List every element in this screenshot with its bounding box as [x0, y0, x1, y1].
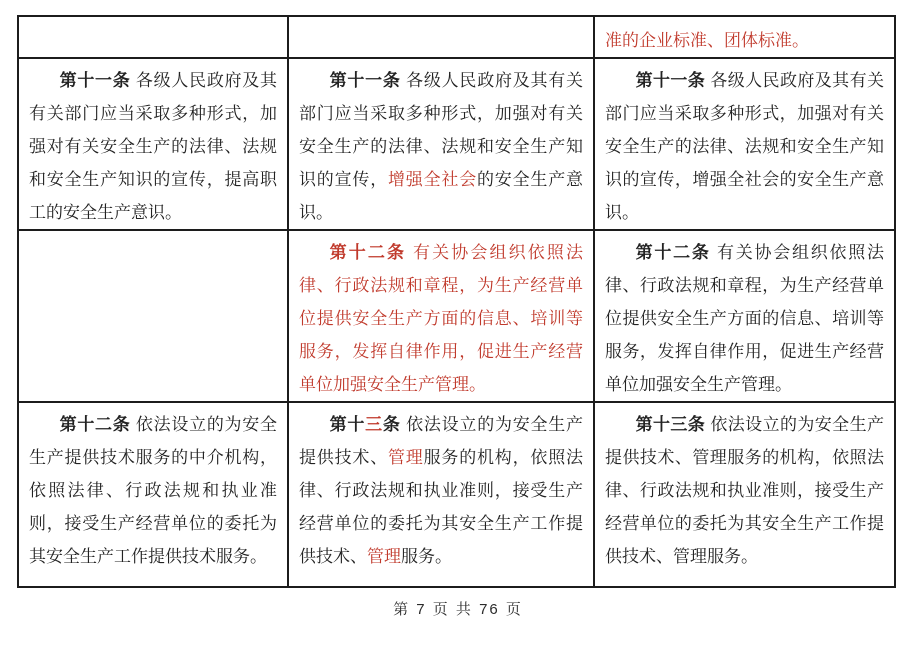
- text-segment: 增强全社会: [388, 170, 477, 189]
- table-row: [18, 402, 895, 587]
- table-cell-r1c2: [594, 58, 895, 230]
- cell-paragraph: [605, 408, 884, 573]
- text-segment: 第十二条: [59, 415, 131, 434]
- text-segment: 条: [382, 415, 401, 434]
- text-segment: 准的企业标准、团体标准。: [605, 31, 809, 50]
- text-segment: 管理: [367, 547, 401, 566]
- cell-paragraph: [29, 408, 277, 573]
- text-segment: 服务的机构，依照法律、行政法规和执业准则，接受生产经营单位的委托为其安全生产工作提供技术、: [299, 448, 584, 566]
- text-segment: 各级人民政府及其有关部门应当采取多种形式，加强对有关安全生产的法律、法规和安全生产知识的宣传，: [299, 71, 584, 189]
- text-segment: 管理: [388, 448, 424, 467]
- cell-paragraph: [29, 64, 277, 229]
- law-comparison-table: [17, 15, 896, 588]
- text-segment: 第十二条: [329, 243, 407, 262]
- text-segment: 依法设立的为安全生产提供技术服务的中介机构，依照法律、行政法规和执业准则，接受生产经营单位的委托为其安全生产工作提供技术服务。: [29, 415, 277, 566]
- text-segment: 各级人民政府及其有关部门应当采取多种形式，加强对有关安全生产的法律、法规和安全生产知识的宣传，提高职工的安全生产意识。: [29, 71, 277, 222]
- table-row: [18, 230, 895, 402]
- text-segment: 第十二条: [635, 243, 711, 262]
- text-segment: 第十: [329, 415, 366, 434]
- table-cell-r3c1: [288, 402, 594, 587]
- table-row: [18, 16, 895, 58]
- table-cell-r3c0: [18, 402, 288, 587]
- table-cell-r2c0: [18, 230, 288, 402]
- text-segment: 各级人民政府及其有关部门应当采取多种形式，加强对有关安全生产的法律、法规和安全生产知识的宣传，增强全社会的安全生产意识。: [605, 71, 884, 222]
- text-segment: 第十一条: [635, 71, 706, 90]
- text-segment: 有关协会组织依照法律、行政法规和章程，为生产经营单位提供安全生产方面的信息、培训等服务，发挥自律作用，促进生产经营单位加强安全生产管理。: [299, 243, 583, 394]
- text-segment: 的安全生产意识。: [299, 170, 583, 222]
- table-cell-r2c2: [594, 230, 895, 402]
- text-segment: 三: [365, 415, 383, 434]
- table-cell-r3c2: [594, 402, 895, 587]
- cell-paragraph: [299, 408, 583, 573]
- table-cell-r2c1: [288, 230, 594, 402]
- text-segment: 依法设立的为安全生产提供技术、: [299, 415, 584, 467]
- cell-paragraph: [299, 64, 583, 229]
- text-segment: 依法设立的为安全生产提供技术、管理服务的机构，依照法律、行政法规和执业准则，接受生产经营单位的委托为其安全生产工作提供技术、管理服务。: [605, 415, 884, 566]
- page-number: 第 7 页 共 76 页: [393, 601, 523, 618]
- cell-paragraph: [605, 236, 884, 401]
- table-row: [18, 58, 895, 230]
- cell-paragraph: [605, 64, 884, 229]
- cell-paragraph: [299, 236, 583, 401]
- table-cell-r0c0: [18, 16, 288, 58]
- table-cell-r0c2: [594, 16, 895, 58]
- table-cell-r1c0: [18, 58, 288, 230]
- cell-paragraph: [605, 22, 884, 57]
- text-segment: 第十一条: [59, 71, 131, 90]
- text-segment: 第十一条: [329, 71, 401, 90]
- text-segment: 第十三条: [635, 415, 706, 434]
- text-segment: 服务。: [401, 547, 452, 566]
- law-table-body: [18, 16, 895, 587]
- text-segment: 有关协会组织依照法律、行政法规和章程，为生产经营单位提供安全生产方面的信息、培训等服务，发挥自律作用，促进生产经营单位加强安全生产管理。: [605, 243, 884, 394]
- table-cell-r0c1: [288, 16, 594, 58]
- table-cell-r1c1: [288, 58, 594, 230]
